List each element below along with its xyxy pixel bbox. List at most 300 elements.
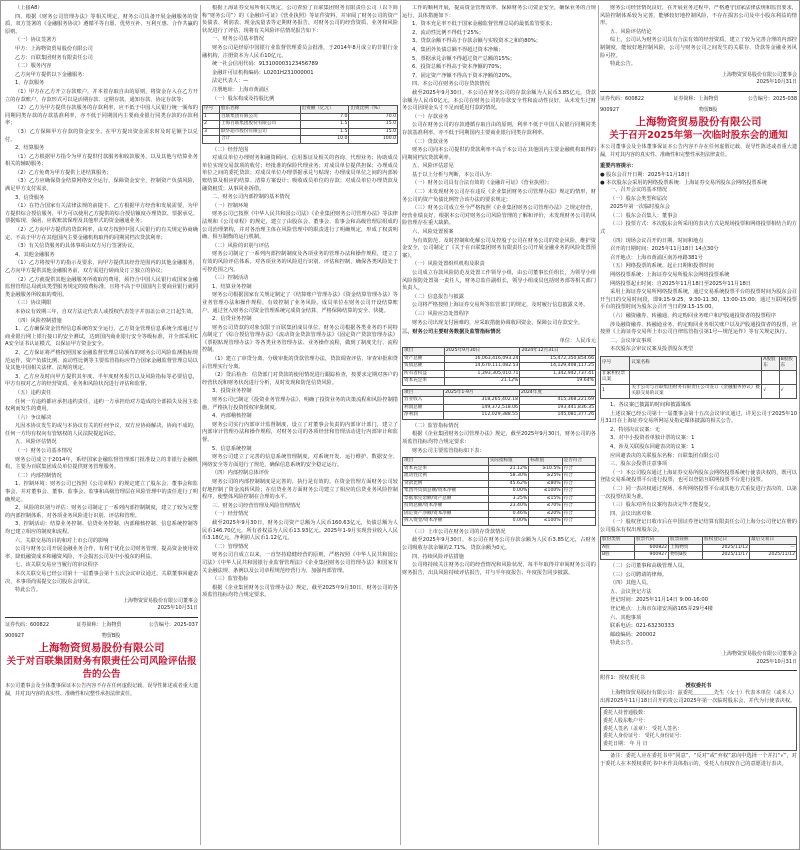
paragraph: （1）建立了审贷分离、分级审批的贷款管理办法，贷款调查评估、审查审批和贷后管理实行分离。 [202, 356, 398, 370]
attachment-title: 授权委托书 [685, 682, 712, 689]
table-cell: 415,368,221.69 [520, 397, 596, 405]
notice-statement: 本公司董事会及全体董事保证本公告内容不存在任何虚假记载、误导性陈述或者重大遗漏，并对其内容的真实性、准确性和完整性承担法律责任。 [600, 144, 797, 158]
paragraph: 财务公司实行内部审计监督制度，设立了对董事会负责的内部审计部门，建立了内部审计管理办法和操作规程，对财务公司的各项经营和管理活动进行内部审计和监督。 [202, 421, 398, 443]
paragraph: 财务公司制定了一系列内部控制制度及各项业务的管理办法和操作规程，建立了有效的风险评估体系，对各项业务的风险进行识别、评估和控制，确保各类风险处于可控范围之内。 [202, 251, 398, 273]
paragraph: 五、风险评估结论 [610, 28, 652, 35]
column-1 [5, 5, 198, 845]
paragraph: 财务公司出现支付困难的，应采取措施协调收回资金，保障公司存款安全。 [412, 319, 584, 326]
risk-report-text [202, 5, 398, 103]
paragraph: 公司将严格按照上海证券交易所等监管部门的规定，及时履行信息披露义务。 [412, 302, 589, 309]
table-header-cell: 序号 [203, 106, 220, 114]
table-row [601, 384, 797, 398]
paragraph: （一）控制环境 [212, 202, 249, 209]
table-cell: 21.12% [488, 465, 528, 473]
table-cell: 物贸B股 [669, 552, 703, 560]
table-header-cell: 项目 [403, 348, 445, 356]
paragraph: 六、关联交易的目的和对上市公司的影响 [15, 537, 109, 544]
table-cell: 营业收入 [403, 397, 444, 405]
paragraph: （四）风险控制措施 [15, 317, 62, 324]
paragraph: （四）现场会议召开的日期、时间和地点 [610, 237, 704, 244]
table-cell: 2 [203, 121, 220, 129]
paragraph: （五）网络投票的系统、起止日期和投票时间 [610, 263, 714, 270]
paragraph: 本次股东会审议议案及投票股东类型 [610, 346, 694, 353]
table-row [203, 113, 398, 121]
table-row [403, 370, 596, 378]
paragraph: （二）贷款业务 [412, 138, 449, 145]
paragraph: ● 本次股东会采用的网络投票系统：上海证券交易所股东会网络投票系统 [600, 179, 767, 186]
notice-statement: 本公司董事会及全体董事保证本公告内容不存在任何虚假记载、误导性陈述或者重大遗漏，并对其内容的真实性、准确性和完整性承担法律责任。 [5, 683, 198, 697]
table-cell: 非累积投票议案 [601, 370, 630, 384]
paragraph: 六、其他事项 [610, 614, 642, 621]
paragraph: （三）财务公司成立至今严格按照《企业集团财务公司管理办法》之规定经营，经营业绩良好，根据本公司对财务公司风险管理的了解和评价，未发现财务公司的风险管理存在重大缺陷。 [402, 205, 596, 227]
paragraph: 财务公司的内部控制制度是完善的，执行是有效的。在资金管理方面财务公司较好地控制了资金流转风险；在信贷业务方面财务公司建立了相应的信贷业务风险控制程序，使整体风险控制在合理的水平。 [202, 478, 398, 501]
table-header-cell: 序号 [601, 356, 630, 370]
paragraph: 财务公司主要监管指标如下表： [412, 447, 485, 454]
table-cell: ≤80% [529, 480, 562, 488]
paragraph: 对成员单位办理财务和融资顾问、信用鉴证及相关的咨询、代理业务；协助成员单位实现交易款项的收付；经批准的保险代理业务；对成员单位提供担保；办理成员单位之间的委托贷款；对成员单位办理票据承兑与贴现；办理成员单位之间的内部转账结算及相应的结算、清算方案设计；吸收成员单位的存款；对成员单位办理贷款及融资租赁；从事同业拆借。 [202, 155, 398, 192]
paragraph: 一、财务公司基本情况 [212, 36, 264, 43]
paragraph: 2025年第一次临时股东会 [610, 204, 670, 211]
finance-table-2 [402, 389, 596, 420]
paragraph: （3）乙方应确保资金结算网络安全运行，保障资金安全，控制资产负债风险，满足甲方支付需求。 [5, 178, 198, 193]
table-cell: 投资总额/资本净额 [403, 503, 489, 511]
table-row [403, 495, 596, 503]
table-header-cell: 实际指标值 [488, 458, 528, 466]
table-cell: 贷款比例 [403, 480, 489, 488]
meeting-info-text [600, 187, 797, 354]
paragraph: 三、财务公司经营管理及风险管理情况 [212, 502, 301, 509]
company-name: 上海物资贸易股份有限公司 [38, 642, 165, 655]
table-cell: ≤100% [529, 518, 562, 526]
table-row [203, 136, 398, 144]
paragraph: 四、本公司在财务公司存贷款情况 [412, 81, 490, 88]
paragraph: （四）其他人员。 [610, 580, 652, 587]
table-cell: 100.0 [349, 136, 398, 144]
paragraph: 上述议案已经公司第十一届董事会第十五次会议审议通过，详见公司于2025年10月31日在上海证券交易所网站及指定媒体披露的相关公告。 [600, 410, 797, 425]
column-2 [202, 5, 398, 845]
table-row [403, 473, 596, 481]
paragraph: 召开地点：上海市黄浦区南苏州路381号 [610, 254, 703, 261]
paragraph: 财务公司贷款的对象仅限于百联集团成员单位。财务公司根据各类业务的不同特点制定了《综合授信管理办法》《流动资金贷款管理办法》《固定资产贷款管理办法》《票据贴现管理办法》等各类业务管理办法、业务操作流程，做到了制度先行、流程控制。 [202, 324, 398, 354]
table-cell: 15.0 [349, 128, 398, 136]
paragraph: （三）风险应急处置程序 [412, 310, 470, 317]
paragraph: 委托日期： 年 月 日 [603, 740, 648, 747]
paragraph: （一）股东会类型和届次 [610, 195, 668, 202]
table-header-cell: 2024年度 [520, 389, 596, 397]
paragraph: 3、投资业务控制 [212, 388, 252, 395]
paragraph: （六）融资融券、转融通、约定购回业务账户和沪股通投资者的投票程序 [610, 313, 777, 319]
paragraph: （三）上市公司在财务公司的存贷款情况 [412, 528, 506, 535]
paragraph: 公司在财务公司的存款遵循存取自由的原则，利率不低于中国人民银行同期同类存款基准利率，亦不低于同期国内主要商业银行同类存款利率。 [402, 122, 596, 136]
table-cell: 符合 [562, 480, 595, 488]
paragraph: 1、资本充足率不低于国家金融监督管理总局的最低监管要求； [412, 21, 556, 28]
paragraph: 四、会议出席对象 [610, 510, 652, 517]
paragraph: 财务公司经营情况良好，在开展业务过程中，严格遵守国家法律法规和监管要求，风险控制体系较为完善，能够较好地控制风险，不存在损害公司及中小股东利益的情形。 [600, 5, 797, 27]
deposit-text [402, 529, 596, 578]
table-row [403, 518, 596, 526]
paragraph: （1）在符合国家有关法律法规的前提下，乙方根据甲方经营和发展需要，为甲方提供综合授信服务，甲方可以使用乙方提供的综合授信额度办理贷款、票据承兑、票据贴现、保函、应收账款保理及其他形式的资金融通业务； [5, 203, 198, 225]
table-row [403, 412, 596, 420]
paragraph: 邮政编码：200002 [610, 631, 656, 638]
paragraph: 登记地点：上海市东诸安浜路165弄29号4楼 [610, 605, 713, 612]
table-cell: 193,441,836.35 [520, 404, 596, 412]
paragraph: 7、固定资产净额不得高于资本净额的20%。 [412, 72, 516, 79]
table-header-cell: 2024年12月31日 [520, 348, 596, 356]
paragraph: （一）协议签署方 [15, 37, 57, 44]
attachment-header: 附件1：授权委托书 [600, 675, 645, 682]
paragraph: 3、信贷服务 [15, 194, 45, 201]
table-header-cell: 最后交易日 [750, 537, 797, 545]
paragraph: （三）控制活动 [212, 275, 249, 282]
table-cell: 上海物贸 [669, 544, 703, 552]
paragraph: 基于以上分析与判断，本公司认为： [412, 171, 496, 178]
table-cell: 符合 [562, 465, 595, 473]
table-cell: 符合 [562, 518, 595, 526]
paragraph: 统一社会信用代码：913100003123456789 [212, 61, 319, 68]
paragraph: （3）有关信贷服务的具体事项由双方另行签署协议。 [15, 243, 138, 250]
paragraph: （1）甲方在乙方开立存款账户，并本着存取自由的原则，将资金存入在乙方开立的存款账户，存款形式可以是活期存款、定期存款、通知存款、协定存款等； [5, 88, 198, 103]
paragraph: 任何一方违约都应承担违约责任，违约一方承担给对方造成的全部损失及因主张权利而发生的费用。 [5, 398, 198, 413]
table-cell: 1.5 [300, 121, 349, 129]
table-header-cell: 出资额（亿元） [300, 106, 349, 114]
paragraph: 五、风险评估意见 [412, 163, 454, 170]
paragraph: 乙方：百联集团财务有限责任公司 [15, 54, 93, 61]
table-cell: 1 [601, 384, 630, 398]
table-header-cell: 项目 [403, 458, 489, 466]
proxy-note: 备注：委托人应在委托书中“同意”、“反对”或“弃权”意向中选择一个并打“√”，对于委托人在本授权委托书中未作具体指示的，受托人有权按自己的意愿进行表决。 [600, 753, 797, 768]
paragraph: 财务公司成立于2014年，系经国家金融监督管理部门批准设立的非银行金融机构，主要为百联集团成员单位提供财务管理服务。 [5, 456, 198, 471]
paragraph: 5、信息系统控制 [212, 445, 252, 452]
table-cell: 1,393,305,010.71 [444, 370, 520, 378]
paragraph: （二）经营范围 [212, 146, 249, 153]
paragraph: （二）内部控制情况 [15, 472, 62, 479]
table-cell: 21.12% [444, 378, 520, 386]
paragraph: （二）服务内容 [15, 63, 52, 70]
shareholder-table [202, 105, 398, 144]
attachment-body: 上海物资贸易股份有限公司：兹委托＿＿＿＿先生（女士）代表本单位（或本人）出席2025年11月18日召开的贵公司2025年第一次临时股东会，并代为行使表决权。 [600, 690, 797, 704]
table-cell: B股 [601, 552, 635, 560]
paragraph: 4、内部稽核控制 [212, 413, 252, 420]
paragraph: 特此公告。 [15, 587, 41, 594]
table-cell [630, 370, 762, 384]
paragraph: 委托人签名（盖章）： 受托人签名： [603, 725, 683, 732]
paragraph: 1、存款服务 [15, 80, 45, 87]
table-cell: ≤15% [529, 495, 562, 503]
table-row [403, 465, 596, 473]
table-cell: 0.46% [488, 510, 528, 518]
paragraph: 根据《企业集团财务公司管理办法》规定，截至2025年9月30日，财务公司的各项监管指标均符合规定要求。 [202, 584, 398, 599]
paragraph: 截至2025年9月30日，财务公司资产总额为人民币160.63亿元，负债总额为人民币146.70亿元，所有者权益为人民币13.93亿元。2025年1-9月实现营业收入人民币3.18亿元，净利润人民币1.12亿元。 [202, 519, 398, 542]
table-cell: 百联集团有限公司 [219, 113, 300, 121]
table-cell: 1,342,942,737.41 [520, 370, 596, 378]
paragraph: 3、贷款余额不得高于存款余额与实收资本之和的80%； [412, 38, 541, 45]
table-cell: 15,472,350,854.66 [520, 355, 596, 363]
indicator-intro [402, 423, 596, 455]
paragraph: 应回避表决的关联股东名称：百联集团有限公司 [610, 452, 719, 459]
table-row [203, 128, 398, 136]
table-row [403, 510, 596, 518]
paragraph: （二）信息报告与披露 [412, 293, 464, 300]
paragraph: 根据上海证券交易所相关规定，公司查验了百联集团财务有限责任公司（以下简称“财务公司”）的《金融许可证》《营业执照》等证件资料，并审阅了财务公司的资产负债表、利润表、现金流量表等定期财务报告，对财务公司的经营资质、业务和风险状况进行了评估，现将有关风险评估情况报告如下： [202, 5, 398, 34]
stock-info-line: 证券代码：600822 证券简称：上海物贸 公告编号：2025-037 [5, 621, 198, 628]
paragraph: （二）同一表决权通过现场、本所网络投票平台或其他方式重复进行表决的，以第一次投票结果为准。 [600, 485, 797, 500]
table-row [403, 363, 596, 371]
paragraph: 凡因本协议发生的或与本协议有关的任何争议，双方应协商解决，协商不成的，任何一方均有权向有管辖权的人民法院提起诉讼。 [5, 423, 198, 437]
paragraph: （1）乙方根据甲方指令为甲方提供付款服务和收款服务，以及其他与结算业务相关的辅助服务； [5, 153, 198, 168]
table-cell: 集团外负债总额/资本净额 [403, 488, 489, 496]
paragraph: （三）监管指标 [212, 576, 249, 583]
paragraph: 截至2025年9月30日，本公司在财务公司存款余额为人民币3.85亿元，占财务公司吸收存款余额的2.71%，贷款余额为0元。 [402, 537, 596, 551]
paragraph: 1、各议案已披露的时间和披露媒体 [610, 401, 692, 408]
paragraph: 四、根据《财务公司管理办法》等相关规定，财务公司具备开展金融服务的资质，双方签署的《金融服务协议》遵循平等自愿、优势互补、互利互惠、合作共赢的原则。 [5, 13, 198, 35]
paragraph: 公司与财务公司开展金融业务合作，有利于优化公司财务管理，提高资金使用效率，降低融资成本和融资风险，不会损害公司及中小股东的利益。 [5, 546, 198, 560]
paragraph: 3、乙方应及时向甲方提供其年度、半年度财务报告以及风险指标等必要信息，甲方有权对乙方的经营资质、业务和风险状况进行评估和监督。 [5, 373, 198, 388]
paragraph: （一）存款业务 [412, 113, 449, 120]
table-cell: 318,265,402.18 [444, 397, 520, 405]
paragraph: 五、会议登记方法 [610, 588, 652, 595]
company-name: 上海物资贸易股份有限公司 [635, 116, 762, 129]
paragraph: （一）财务公司基本情况 [15, 448, 73, 455]
table-cell: 1.5 [300, 128, 349, 136]
paragraph: （2）乙方就提供其他金融服务所收取的费用，须符合中国人民银行或国家金融监督管理总局就该类型服务规定的收费标准，且将不高于中国国内主要商业银行就同类金融服务所收取的费用。 [5, 276, 198, 298]
paragraph: 联系电话：021-63230333 [610, 623, 675, 630]
table-cell: 14,129,408,117.25 [520, 363, 596, 371]
column-4 [600, 5, 797, 845]
table-cell: A股 [601, 544, 635, 552]
paragraph: 财务公司已按照《中华人民共和国公司法》《企业集团财务公司管理办法》等法律法规和《公司章程》的规定，建立了由股东会、董事会、监事会和高级管理层组成的公司治理架构，并对各治理主体在风险管理中的职责进行了明确规定，形成了权责明确、相互制衡的运行机制。 [202, 211, 398, 241]
table-row [601, 552, 797, 560]
signature: 上海物资贸易股份有限公司董事会 2025年10月31日 [122, 597, 198, 612]
paragraph: 1、控制环境：财务公司已按照《公司章程》的规定建立了股东会、董事会和监事会，并对董事会、董事、监事会、监事和高级管理层在风险管理中的责任进行了明确规定。 [5, 481, 198, 503]
table-cell: 14,670,111,082.53 [444, 363, 520, 371]
stock-info-line: 证券代码：600822 证券简称：上海物贸 公告编号：2025-038 [600, 95, 797, 102]
paragraph: （上接A8） [15, 5, 43, 11]
table-row [403, 480, 596, 488]
paragraph: 涉及融资融券、转融通业务、约定购回业务相关账户以及沪股通投资者的投票，应按照《上海证券交易所上市公司自律监管指引第1号—规范运作》等有关规定执行。 [600, 321, 797, 336]
table-cell: 符合 [562, 488, 595, 496]
risk-agreement-text [5, 5, 198, 595]
paragraph: 一、召开会议的基本情况 [610, 187, 668, 194]
table-cell: 70.0 [349, 113, 398, 121]
table-header-cell: 是否符合 [562, 458, 595, 466]
table-cell: √ [779, 384, 796, 398]
notice-title: 关于召开2025年第一次临时股东会的通知 [609, 130, 788, 142]
paragraph: （二）公司董事和高级管理人员。 [610, 562, 688, 569]
paragraph: （三）投票方式：本次股东会所采用的表决方式是现场投票和网络投票相结合的方式 [600, 221, 797, 236]
notice-divider [600, 91, 797, 92]
paragraph: 七、该关联交易应当履行的审议程序 [15, 562, 99, 569]
table-cell: ≥25% [529, 473, 562, 481]
column-divider [200, 5, 201, 845]
signature: 上海物资贸易股份有限公司董事会 2025年10月31日 [721, 71, 797, 86]
table-header-cell: 项目 [403, 389, 444, 397]
paragraph: 2、信贷业务控制 [212, 316, 252, 323]
table-cell: 58.30% [488, 473, 528, 481]
table-cell: 16,063,416,093.24 [444, 355, 520, 363]
table-cell: ≥10.5% [529, 465, 562, 473]
paragraph: 五、风险评估情况 [15, 439, 57, 446]
table-header-cell: 出资比例（%） [349, 106, 398, 114]
table-cell: 45.62% [488, 480, 528, 488]
table-cell [779, 370, 796, 384]
paragraph: 6、投资总额不得高于资本净额的70%； [412, 64, 505, 71]
table-header-cell: 2025年1-9月 [444, 389, 520, 397]
paragraph: （二）未发现财务公司存在违反《企业集团财务公司管理办法》规定的情形，财务公司的资产负债比例符合该办法的要求规定； [402, 189, 596, 203]
risk-measures-text [402, 5, 596, 327]
paragraph: （五）违约责任 [15, 389, 52, 396]
paragraph: 财务公司根据国家有关规定制定了《结算账户管理办法》《资金结算管理办法》等业务管理办法和操作规程，有效控制了业务风险。成员单位在财务公司开设结算账户，通过登入财务公司资金管理系统完成资金结算，严格保障结算的安全、快捷。 [202, 292, 398, 314]
table-cell: 上海百联集团股份有限公司 [219, 121, 300, 129]
table-cell: 符合 [562, 495, 595, 503]
table-cell: 利润总额 [403, 404, 444, 412]
table-header-cell: 议案名称 [630, 356, 762, 370]
paragraph: （六）争议解决 [15, 414, 52, 421]
paragraph: 2、风险的识别与评估：财务公司制定了一系列内部控制制度，建立了较为完整的内部控制体系，对各项业务风险进行识别、评估和管理。 [5, 505, 198, 519]
signature: 上海物资贸易股份有限公司董事会 2025年10月31日 [721, 650, 797, 665]
table-cell: 合计 [219, 136, 300, 144]
table-cell: 资产总额 [403, 355, 445, 363]
table-header-cell: 标准值 [529, 458, 562, 466]
indicator-table [402, 457, 596, 526]
table-cell: 2025/11/12 [750, 552, 797, 560]
table-cell: 1 [203, 113, 220, 121]
paragraph: 3、对中小投资者单独计票的议案：1 [610, 435, 695, 442]
paragraph: 网络投票起止时间：自2025年11月18日至2025年11月18日 [610, 280, 751, 287]
table-row [601, 544, 797, 552]
column-divider [598, 5, 599, 845]
paragraph: 5、票据承兑余额不得超过资产总额的15%； [412, 55, 516, 62]
paragraph: 财务公司是经原中国银行业监督管理委员会批准，于2014年8月成立的非银行金融机构，注册资本为人民币10亿元。 [202, 44, 398, 59]
table-cell: ≤70% [529, 503, 562, 511]
paragraph: 公司将持续关注财务公司的经营情况和风险状况，每半年取得并审阅财务公司的财务报告，出具风险持续评估报告，并与半年度报告、年度报告同步披露。 [402, 562, 596, 576]
table-cell: 流动性比例 [403, 473, 489, 481]
finance-table-unit: 单位：人民币元 [559, 337, 596, 344]
paragraph: 网络投票系统：上海证券交易所股东会网络投票系统 [610, 272, 730, 279]
paragraph: （二）风险的识别与评估 [212, 242, 270, 249]
important-header: 重要内容提示： [600, 163, 637, 170]
paragraph: 1、乙方确保资金管理信息系统的安全运行，乙方资金管理信息系统全部通过与商业银行网上银行接口的安全测试，达到国内商业银行安全等级标准，并全部采用CA安全证书认证模式，以保证甲方资金安全。 [5, 326, 198, 348]
paragraph: （二）股东会召集人：董事会 [610, 212, 678, 219]
stock-info-line-b: 900927 物贸B股 [5, 632, 121, 639]
paragraph: 4、涉及关联股东回避表决的议案：1 [610, 443, 695, 450]
paragraph: 二、会议审议事项 [610, 337, 652, 344]
paragraph: （2）乙方为甲方提供存款服务的存款利率，应不低于中国人民银行统一颁布的同期同类存款的存款基准利率，亦不低于同期国内主要商业银行同类存款的存款利率； [5, 105, 198, 127]
paragraph: 4、其他金融服务 [15, 251, 55, 258]
table-cell: 符合 [562, 510, 595, 518]
table-cell: 拆入资金/资本净额 [403, 518, 489, 526]
table-cell: 10.0 [300, 136, 349, 144]
table-cell: 900927 [635, 552, 669, 560]
table-header-cell: A股股东 [762, 356, 779, 370]
table-header-cell: 股权登记日 [703, 537, 750, 545]
paragraph: （二）管理情况 [212, 543, 249, 550]
paragraph: 注册地址：上海市黄浦区 [212, 86, 270, 93]
paragraph: （三）公司聘请的律师。 [610, 571, 668, 578]
paragraph: 本次关联交易已经公司第十一届董事会第十五次会议审议通过，关联董事回避表决，本事项尚需提交公司股东会审议。 [5, 570, 198, 585]
paragraph: 截至2025年9月30日，本公司在财务公司的存款余额为人民币3.85亿元，贷款余额为人民币0亿元。本公司在财务公司的存款安全性和流动性良好，从未发生过财务公司因现金头寸不足而延迟付款的情况。 [402, 89, 596, 112]
table-row [403, 503, 596, 511]
table-header-cell: 股票简称 [669, 537, 703, 545]
table-cell: 资本充足率 [403, 465, 489, 473]
table-cell: ≤100% [529, 488, 562, 496]
paragraph: （三）协议期限 [15, 300, 52, 307]
paragraph: 2、结算服务 [15, 145, 45, 152]
paragraph: 二、财务公司内部控制的基本情况 [212, 194, 290, 201]
stock-info-line-b: 900927 物贸B股 [600, 106, 718, 113]
agenda-table [600, 356, 797, 399]
paragraph: 委托人持普通股数： [603, 710, 649, 717]
table-cell: 2025/11/17 [703, 552, 750, 560]
table-cell: 联华超市股份有限公司 [219, 128, 300, 136]
paragraph: （一）本公司股东通过上海证券交易所股东会网络投票系统行使表决权的，既可以登陆交易系统投票平台进行投票，也可以登陆互联网投票平台进行投票。 [600, 469, 797, 484]
table-row [203, 121, 398, 129]
table-cell: √ [762, 384, 779, 398]
paragraph: 综上，公司认为财务公司具有合法有效的经营资质，建立了较为完善合理的内部控制制度，能较好地控制风险，公司与财务公司之间发生的关联存、贷款等金融业务风险可控。 [600, 37, 797, 59]
paragraph: 三、股东会投票注意事项 [610, 461, 668, 468]
table-cell: 所有者权益 [403, 370, 445, 378]
table-cell: ≤20% [529, 510, 562, 518]
table-cell: — [750, 544, 797, 552]
paragraph: 乙方向甲方提供以下金融服务： [15, 71, 88, 78]
table-cell: 145,081,377.26 [520, 412, 596, 420]
table-cell: 0.00% [488, 488, 528, 496]
conclusion-text [600, 5, 797, 69]
finance-table [402, 347, 596, 386]
table-cell: 符合 [562, 503, 595, 511]
table-cell: 23.40% [488, 503, 528, 511]
paragraph: （一）经营情况 [212, 511, 249, 518]
table-cell: 0.00% [488, 518, 528, 526]
table-cell: 净利润 [403, 412, 444, 420]
important-items [600, 172, 797, 187]
table-row [403, 488, 596, 496]
column-3 [402, 5, 596, 845]
paragraph: 根据《企业集团财务公司管理办法》规定，截至2025年9月30日，财务公司的各项监管指标均符合规定要求： [402, 431, 596, 446]
paragraph: 金融许可证机构编码：L0201H231000001 [212, 69, 314, 76]
paragraph: （一）财务公司具有合法有效的《金融许可证》《营业执照》； [412, 180, 553, 187]
paragraph: 甲方：上海物资贸易股份有限公司 [15, 45, 93, 52]
paragraph: 1、结算业务控制 [212, 283, 252, 290]
paragraph: 工作的顺利开展，提高资金管理效率，保障财务公司资金安全，确保业务的合规运行，具体措施如下： [402, 5, 596, 19]
paragraph: ● 股东会召开日期：2025年11月18日 [600, 171, 690, 178]
table-cell: 关于公司与百联集团财务有限责任公司签订《金融服务协议》暨关联交易的议案 [631, 384, 761, 397]
table-header-cell: 2025年9月30日 [444, 348, 520, 356]
paragraph: 财务公司向本公司提供的贷款利率不高于本公司在其他国内主要金融机构取得的同期同档次贷款利率。 [402, 147, 596, 161]
paragraph: （四）内部控制总体评价 [212, 470, 270, 477]
paragraph: 召开的日期时间：2025年11月18日 14点30分 [610, 246, 719, 253]
other-matters-text [600, 563, 797, 648]
paragraph: （二）监管指标情况 [412, 422, 459, 429]
paragraph: （2）乙方免费为甲方提供上述结算服务； [15, 169, 112, 176]
paragraph: 委托人股东帐户号： [603, 718, 649, 725]
paragraph: 2、流动性比例不得低于25%； [412, 29, 484, 36]
table-cell: 19.64% [520, 378, 596, 386]
table-cell: 7.0 [300, 113, 349, 121]
paragraph: 财务公司已制定《投资业务管理办法》，明确了投资业务的决策流程和风险控制措施，严格执行投资授权审批制度。 [202, 397, 398, 411]
voting-notes-text [600, 402, 797, 535]
table-cell: 3.25% [488, 495, 528, 503]
table-cell: 资本充足率 [403, 378, 445, 386]
table-row [403, 378, 596, 386]
paragraph: （2）乙方向甲方提供的贷款利率，由双方按照中国人民银行的有关规定协商确定，不高于甲方在其他国内主要金融机构取得的同期同档次贷款利率； [5, 227, 198, 241]
table-row [403, 355, 596, 363]
table-cell [762, 370, 779, 384]
paragraph: （一）风险处置组织机构及职责 [412, 261, 485, 268]
paragraph: 4、集团外负债总额不得超过资本净额； [412, 46, 504, 53]
risk-report-text-2 [202, 147, 398, 600]
table-cell: 2025/11/12 [703, 544, 750, 552]
table-row [403, 397, 596, 405]
